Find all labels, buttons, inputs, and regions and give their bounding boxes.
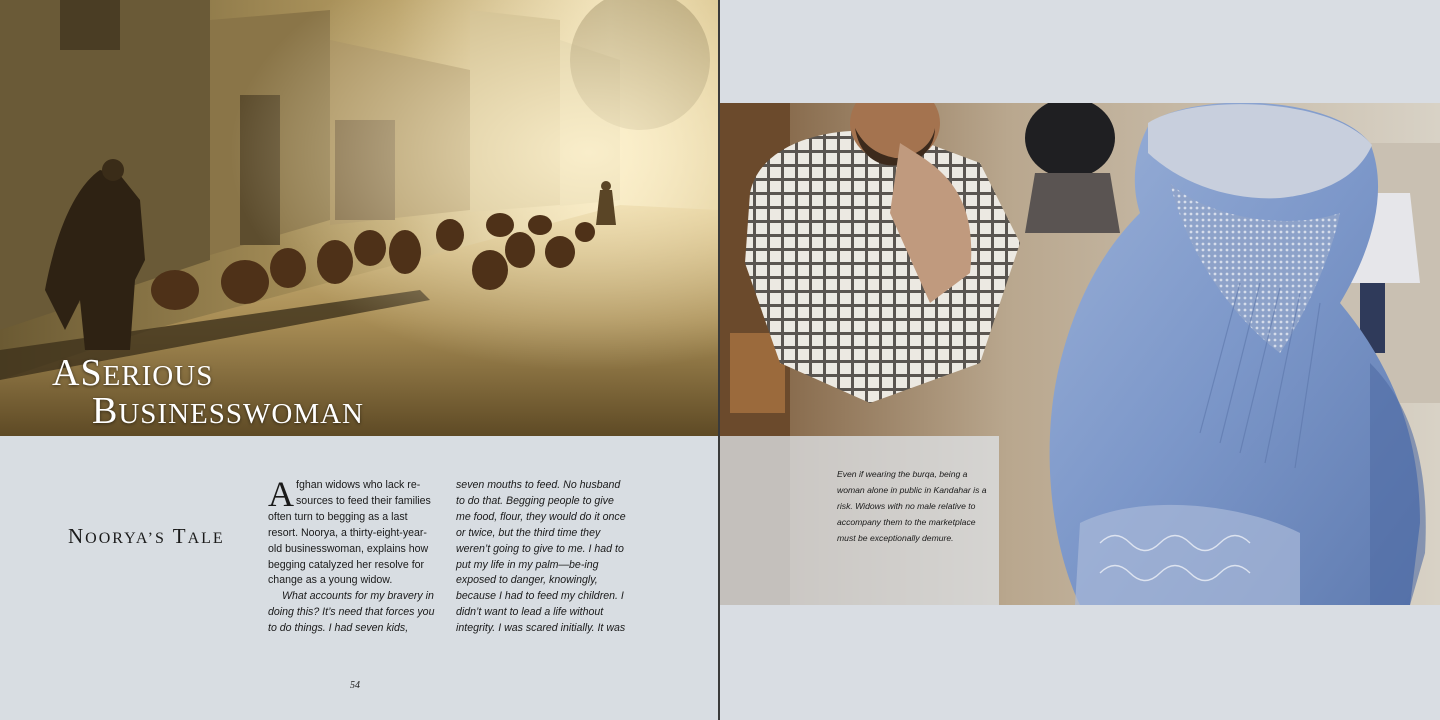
photo-caption: Even if wearing the burqa, being a woman alone in public in Kandahar is a risk. Widows with no male relative to accompany them to the marketplace must be exceptionally demure.: [837, 469, 987, 543]
drop-cap: A: [268, 474, 294, 514]
page-number: 54: [350, 680, 360, 691]
left-page: [0, 0, 718, 720]
chapter-title-line1: ASERIOUS: [52, 352, 214, 394]
section-heading: NOORYA’S TALE: [68, 524, 225, 548]
body-column-2: [456, 478, 628, 637]
body-column-1: [268, 474, 440, 637]
intro-paragraph: Afghan widows who lack re-sources to feed their families often turn to begging as a last resort. Noorya, a thirty-eight-year-old businesswoman, explains how begging catalyzed her resolve for change as a young widow.: [268, 474, 431, 587]
quote-paragraph: What accounts for my bravery in doing this? It’s need that forces you to do things. I had seven kids,: [268, 590, 435, 635]
right-page: [720, 0, 1440, 720]
quote-continued: seven mouths to feed. No husband to do that. Begging people to give me food, flour, they would do it once or twice, but the third time they weren’t going to give to me. I had to put my life in my palm—be-ing exposed to danger, knowingly, because I had to feed my children. I didn’t want to lead a life without integrity. I was scared initially. It was: [456, 479, 626, 635]
chapter-title-line2: BUSINESSWOMAN: [92, 390, 364, 432]
